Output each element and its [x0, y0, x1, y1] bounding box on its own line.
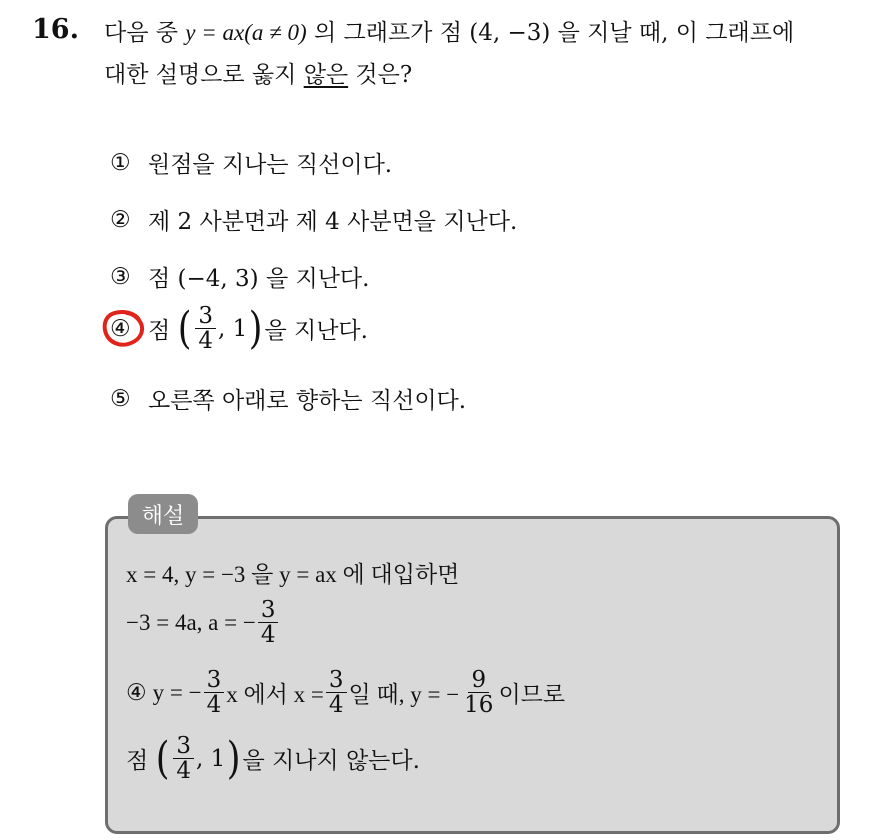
explanation-choice-number: ④ — [126, 679, 147, 706]
right-paren: ) — [227, 732, 241, 784]
choice-4[interactable] — [110, 304, 368, 353]
fraction-numerator: 3 — [326, 668, 347, 693]
choice-text: 원점을 지나는 직선이다. — [148, 152, 393, 178]
question-number: 16. — [32, 14, 79, 45]
question-text: 대한 설명으로 옳지 — [104, 62, 304, 88]
explanation-text: x 에서 x = — [226, 682, 324, 708]
choice-number: ③ — [110, 263, 131, 290]
fraction — [204, 668, 225, 717]
fraction-denominator: 16 — [464, 692, 494, 719]
choice-text: 점 (−4, 3) 을 지난다. — [148, 266, 370, 292]
fraction — [173, 734, 194, 783]
explanation-text: 일 때, y = − — [348, 682, 460, 708]
answer-mark-circle-icon — [101, 308, 145, 348]
explanation-tab: 해설 — [128, 494, 198, 534]
choice-number: ② — [110, 206, 131, 233]
explanation-text: x = 4, y = −3 을 y = ax 에 대입하면 — [126, 562, 460, 587]
fraction-numerator: 3 — [204, 668, 225, 693]
explanation-text: 이므로 — [498, 682, 566, 709]
choice-text: 을 지난다. — [264, 318, 368, 345]
fraction-denominator: 4 — [198, 328, 214, 355]
explanation-text: −3 = 4a, a = − — [126, 609, 256, 635]
left-paren: ( — [177, 302, 192, 354]
choice-3[interactable] — [110, 260, 369, 293]
choice-text: 오른쪽 아래로 향하는 직선이다. — [148, 388, 467, 414]
explanation-line-4 — [126, 734, 420, 783]
fraction — [326, 668, 347, 717]
fraction-numerator: 3 — [173, 734, 194, 759]
question-text: 의 그래프가 점 (4, −3) 을 지날 때, 이 그래프에 — [306, 20, 795, 46]
fraction-numerator: 3 — [258, 598, 279, 623]
explanation-text: y = − — [152, 679, 202, 705]
explanation-line-3 — [126, 668, 565, 717]
right-paren: ) — [249, 302, 263, 354]
explanation-text: 을 지나지 않는다. — [242, 748, 420, 775]
fraction-numerator: 9 — [468, 668, 489, 693]
coordinate-text: , 1 — [196, 745, 226, 772]
choice-number: ① — [110, 149, 131, 176]
choice-number: ④ — [110, 315, 131, 342]
question-line-1 — [104, 14, 794, 47]
question-line-2 — [104, 56, 412, 89]
fraction-denominator: 4 — [206, 692, 222, 719]
choice-5[interactable] — [110, 382, 466, 415]
choice-text: 제 2 사분면과 제 4 사분면을 지난다. — [148, 209, 518, 235]
choice-2[interactable] — [110, 203, 517, 236]
choice-1[interactable] — [110, 146, 392, 179]
fraction — [461, 668, 496, 717]
fraction-numerator: 3 — [195, 304, 216, 329]
fraction-denominator: 4 — [328, 692, 344, 719]
fraction — [195, 304, 216, 353]
explanation-line-1 — [126, 556, 459, 589]
question-emphasis: 않은 — [303, 62, 349, 88]
fraction — [258, 598, 279, 647]
choice-text: 점 — [148, 318, 171, 345]
fraction-denominator: 4 — [176, 758, 192, 785]
question-equation: y = ax(a ≠ 0) — [185, 20, 307, 45]
question-text: 다음 중 — [104, 20, 186, 46]
fraction-denominator: 4 — [260, 622, 276, 649]
explanation-text: 점 — [126, 748, 149, 775]
coordinate-text: , 1 — [218, 315, 248, 342]
question-text: 것은? — [348, 62, 413, 88]
explanation-line-2 — [126, 598, 280, 647]
choice-number: ⑤ — [110, 385, 131, 412]
left-paren: ( — [155, 732, 170, 784]
